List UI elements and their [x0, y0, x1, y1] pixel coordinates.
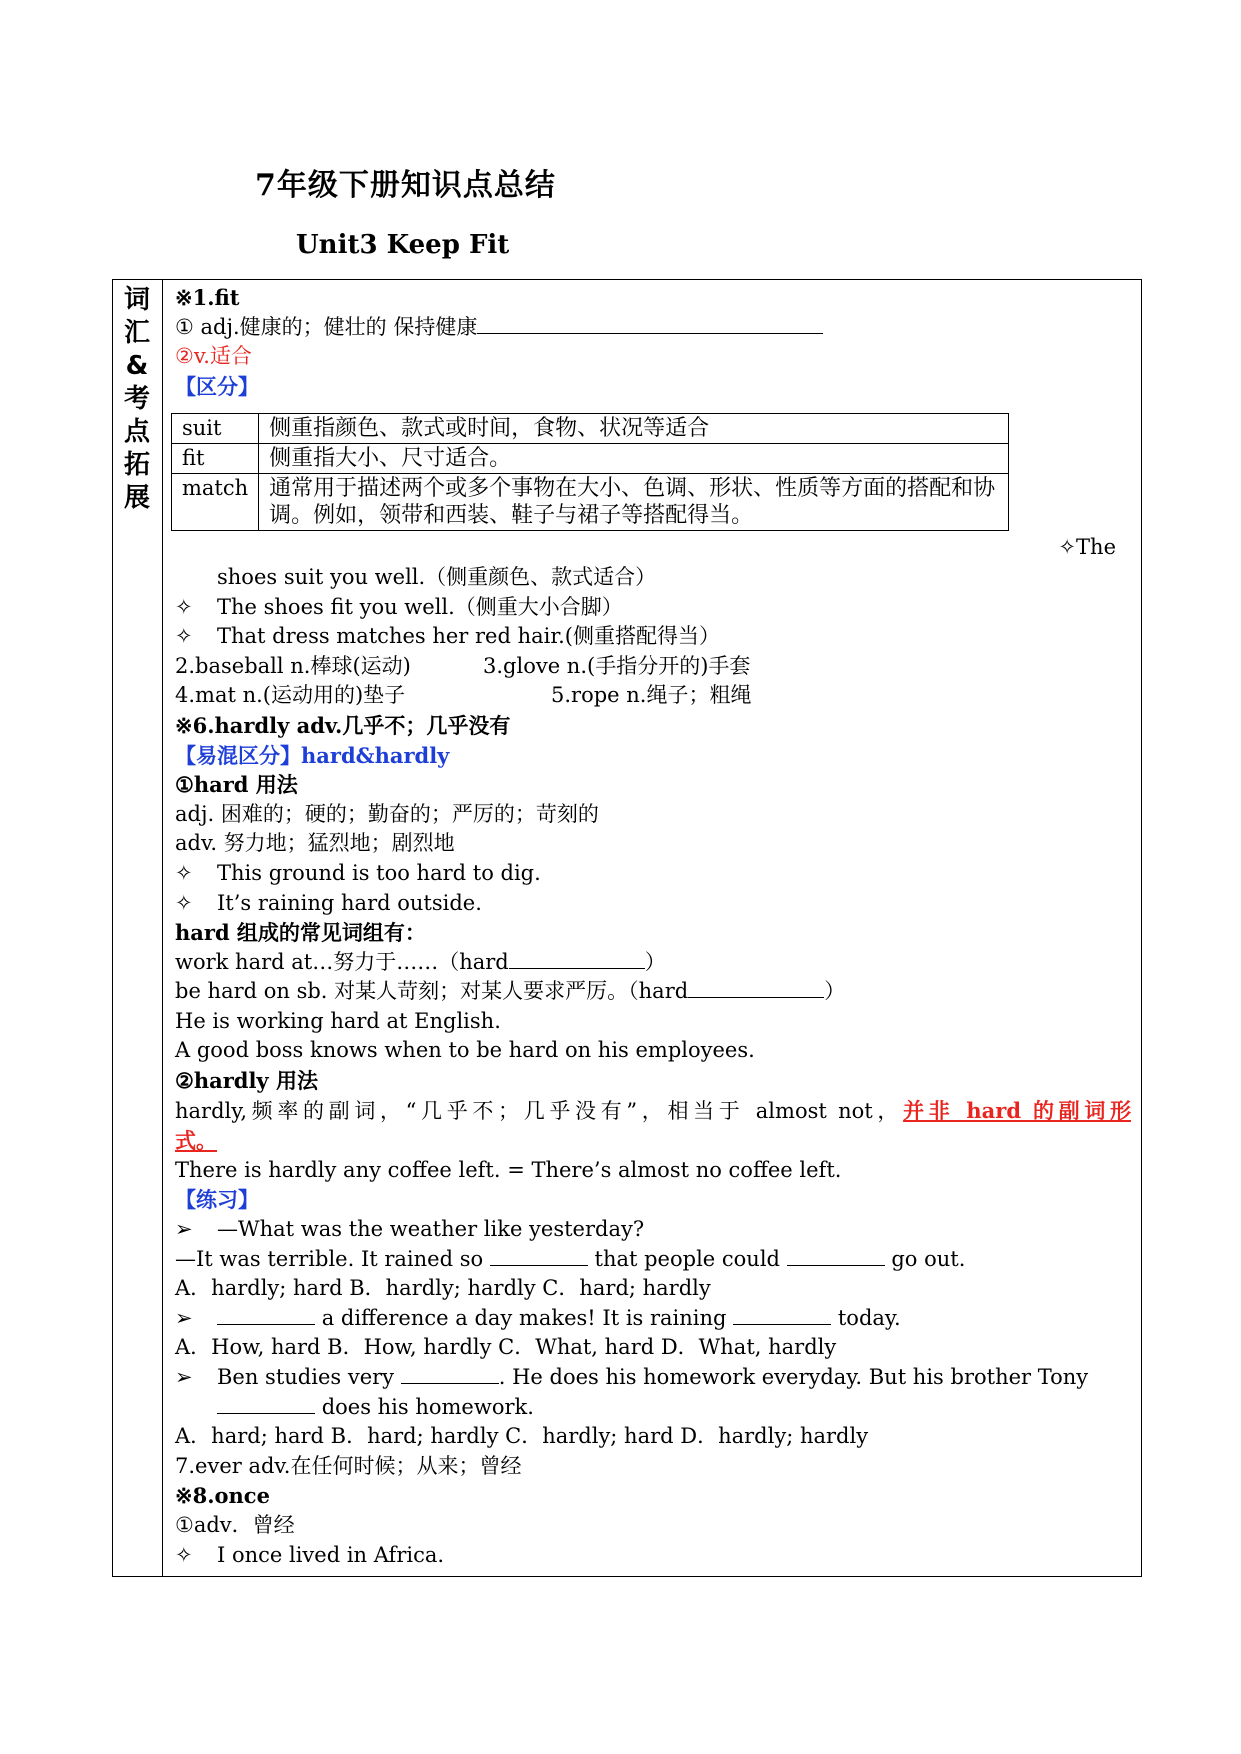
fit-heading: ※1.fit: [175, 285, 240, 310]
question-1: [175, 1215, 1131, 1245]
arrow-icon: ➢: [175, 1217, 193, 1242]
arrow-icon: ➢: [175, 1365, 193, 1389]
q3-part-3: does his homework.: [321, 1394, 534, 1419]
arrow-icon: ➢: [175, 1305, 193, 1330]
side-char: 考: [123, 384, 150, 414]
side-char: 词: [123, 285, 150, 315]
hard-example-2: [175, 889, 1131, 919]
phrase-1-end: ）: [644, 949, 666, 974]
hardly-example: There is hardly any coffee left. = There’s almost no coffee left.: [175, 1157, 842, 1182]
q3-part-2: . He does his homework everyday. But his brother Tony: [498, 1365, 1089, 1389]
table-row: [172, 414, 1009, 444]
once-example: [175, 1541, 1131, 1571]
once-meaning: ①adv．曾经: [175, 1512, 295, 1537]
word-cell: fit: [172, 444, 259, 474]
word-cell: match: [172, 474, 259, 531]
sentence-1: He is working hard at English.: [175, 1008, 501, 1033]
star-icon: ✧: [175, 890, 193, 915]
question-3: [175, 1363, 1131, 1393]
side-char: 点: [123, 417, 150, 447]
phrase-2: [175, 977, 1131, 1007]
blank-line: [509, 948, 645, 969]
vocab-row-1: [175, 652, 1131, 682]
side-char: 展: [123, 483, 150, 513]
hardly-usage-heading: ②hardly 用法: [175, 1068, 318, 1094]
desc-cell: 侧重指颜色、款式或时间，食物、状况等适合: [259, 414, 1009, 444]
sentence-2: A good boss knows when to be hard on his employees.: [175, 1038, 755, 1063]
hard-example-2-text: It’s raining hard outside.: [217, 890, 482, 915]
star-icon: ✧: [175, 624, 193, 649]
hardly-heading: ※6.hardly adv.几乎不；几乎没有: [175, 712, 511, 738]
vocab-row-2: [175, 681, 1131, 711]
question-2: [175, 1304, 1131, 1334]
question-2-options: A．How, hard B．How, hardly C．What, hard D．What, hardly: [175, 1335, 837, 1360]
vocab-rope: 5.rope n.绳子；粗绳: [551, 683, 752, 708]
phrase-2-text: be hard on sb. 对某人苛刻；对某人要求严厉。（hard: [175, 979, 689, 1004]
desc-cell: 侧重指大小、尺寸适合。: [259, 444, 1009, 474]
blank-line: [733, 1304, 831, 1325]
hard-adv: adv. 努力地；猛烈地；剧烈地: [175, 831, 455, 856]
unit-title: Unit3 Keep Fit: [296, 230, 510, 260]
q1-part-3: go out.: [891, 1246, 966, 1271]
star-icon: ✧: [175, 594, 193, 619]
vocab-glove: 3.glove n.(手指分开的)手套: [483, 653, 751, 678]
phrase-2-end: ）: [824, 979, 846, 1004]
question-1-text: —What was the weather like yesterday?: [217, 1217, 645, 1242]
fit-meaning-2: ②v.适合: [175, 344, 252, 369]
side-char: 拓: [123, 450, 150, 480]
hardly-desc-text: hardly,频率的副词，“几乎不；几乎没有”，相当于 almost not，: [175, 1098, 904, 1123]
example-3-text: That dress matches her red hair.(侧重搭配得当）: [217, 624, 720, 649]
example-1-head: [175, 533, 1131, 563]
desc-cell: 通常用于描述两个或多个事物在大小、色调、形状、性质等方面的搭配和协调。例如，领带和西装、鞋子与裙子等搭配得当。: [259, 474, 1009, 531]
star-icon: ✧: [175, 1542, 193, 1567]
distinguish-heading: 【区分】: [175, 373, 259, 399]
example-3: [175, 622, 1131, 652]
table-row: [172, 444, 1009, 474]
hard-example-1-text: This ground is too hard to dig.: [217, 860, 541, 885]
confuse-heading: 【易混区分】hard&hardly: [175, 742, 450, 768]
side-char: &: [125, 351, 149, 381]
example-1-tail: shoes suit you well.（侧重颜色、款式适合）: [217, 564, 657, 589]
vocab-ever: 7.ever adv.在任何时候；从来；曾经: [175, 1453, 522, 1478]
question-3-options: A．hard; hard B．hard; hardly C．hardly; hard D．hardly; hardly: [175, 1424, 869, 1449]
q2-part-1: a difference a day makes! It is raining: [321, 1305, 727, 1330]
fit-meaning-1: [175, 313, 1131, 343]
star-icon: ✧: [175, 860, 193, 885]
table-row: [172, 474, 1009, 531]
blank-line: [217, 1393, 315, 1414]
page-title: 7年级下册知识点总结: [255, 168, 556, 203]
phrase-1-text: work hard at…努力于……（hard: [175, 949, 509, 974]
comparison-table: [171, 413, 1009, 531]
question-1-options: A．hardly; hard B．hardly; hardly C．hard; hardly: [175, 1276, 711, 1301]
blank-line: [688, 977, 824, 998]
once-heading: ※8.once: [175, 1483, 270, 1509]
hard-adj: adj. 困难的；硬的；勤奋的；严厉的；苛刻的: [175, 801, 599, 826]
example-2: [175, 593, 1131, 623]
fit-meaning-1-text: ① adj.健康的；健壮的 保持健康: [175, 314, 478, 339]
blank-line: [787, 1245, 885, 1266]
q2-part-2: today.: [837, 1305, 901, 1330]
q3-part-1: Ben studies very: [217, 1365, 395, 1389]
phrases-heading: hard 组成的常见词组有：: [175, 920, 426, 946]
hardly-description: [175, 1096, 1131, 1127]
once-example-text: I once lived in Africa.: [217, 1542, 445, 1567]
side-label-column: [113, 280, 163, 1576]
q1-part-2: that people could: [594, 1246, 780, 1271]
word-cell: suit: [172, 414, 259, 444]
question-3-cont: [175, 1393, 1131, 1423]
q1-part-1: —It was terrible. It rained so: [175, 1246, 484, 1271]
example-1-head-text: The: [1076, 535, 1116, 560]
side-label: [113, 284, 161, 515]
vocab-mat: 4.mat n.(运动用的)垫子: [175, 683, 406, 708]
blank-line: [401, 1363, 499, 1384]
notes-content: [175, 283, 1131, 1570]
hard-example-1: [175, 859, 1131, 889]
vocab-baseball: 2.baseball n.棒球(运动): [175, 653, 411, 678]
star-icon: ✧: [1058, 535, 1077, 560]
practice-heading: 【练习】: [175, 1187, 259, 1213]
hard-usage-heading: ①hard 用法: [175, 772, 298, 798]
question-1-answer: [175, 1245, 1131, 1275]
blank-line: [217, 1304, 315, 1325]
side-char: 汇: [123, 318, 150, 348]
example-2-text: The shoes fit you well.（侧重大小合脚）: [217, 594, 623, 619]
hardly-note-end: 式。: [175, 1128, 217, 1154]
notes-table: [112, 279, 1142, 1577]
blank-line: [477, 313, 823, 334]
hardly-note: 并非 hard 的副词形: [903, 1097, 1131, 1123]
phrase-1: [175, 948, 1131, 978]
blank-line: [490, 1245, 588, 1266]
